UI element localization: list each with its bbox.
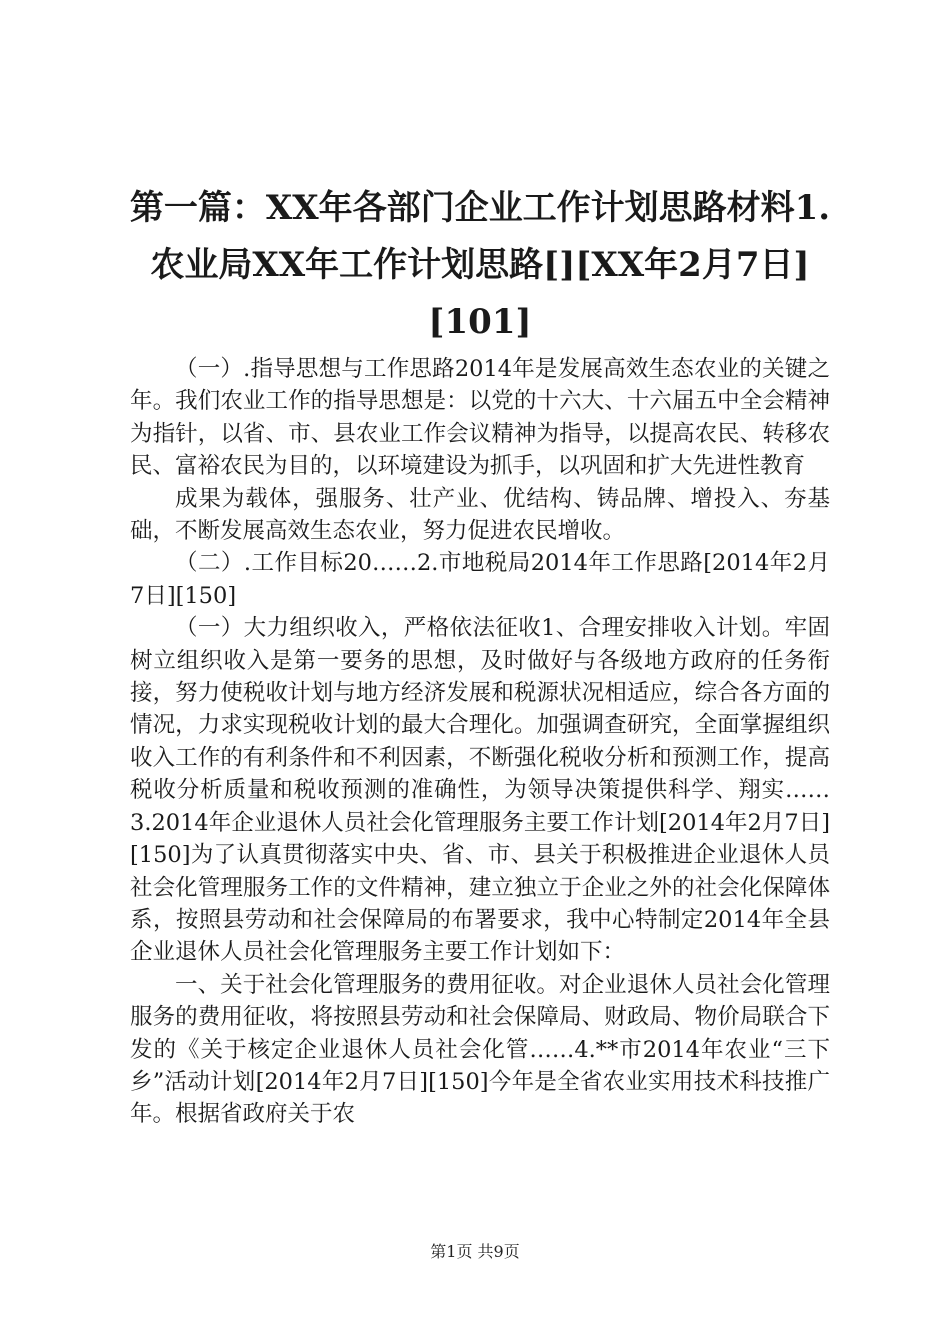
paragraph: （一）.指导思想与工作思路2014年是发展高效生态农业的关键之年。我们农业工作的指导思想是：以党的十六大、十六届五中全会精神为指针，以省、市、县农业工作会议精神为指导，以提高农民、转移农民、富裕农民为目的，以环境建设为抓手，以巩固和扩大先进性教育 xyxy=(130,356,830,480)
document-title: 第一篇：XX年各部门企业工作计划思路材料1.农业局XX年工作计划思路[][XX年2月7日][101] xyxy=(129,188,831,342)
paragraph: 一、关于社会化管理服务的费用征收。对企业退休人员社会化管理服务的费用征收，将按照县劳动和社会保障局、财政局、物价局联合下发的《关于核定企业退休人员社会化管……4.**市2014年农业“三下乡”活动计划[2014年2月7日][150]今年是全省农业实用技术科技推广年。根据省政府关于农 xyxy=(130,971,830,1128)
paragraph: （一）大力组织收入，严格依法征收1、合理安排收入计划。牢固树立组织收入是第一要务的思想，及时做好与各级地方政府的任务衔接，努力使税收计划与地方经济发展和税源状况相适应，综合各方面的情况，力求实现税收计划的最大合理化。加强调查研究，全面掌握组织收入工作的有利条件和不利因素，不断强化税收分析和预测工作，提高税收分析质量和税收预测的准确性，为领导决策提供科学、翔实……3.2014年企业退休人员社会化管理服务主要工作计划[2014年2月7日][150]为了认真贯彻落实中央、省、市、县关于积极推进企业退休人员社会化管理服务工作的文件精神，建立独立于企业之外的社会化保障体系，按照县劳动和社会保障局的布署要求，我中心特制定2014年全县企业退休人员社会化管理服务主要工作计划如下： xyxy=(130,615,830,966)
document-body xyxy=(130,353,830,1131)
paragraph: 成果为载体，强服务、壮产业、优结构、铸品牌、增投入、夯基础，不断发展高效生态农业，努力促进农民增收。 xyxy=(130,485,830,545)
document-page xyxy=(130,180,830,1131)
page-number-footer: 第1页 共9页 xyxy=(430,1242,520,1261)
paragraph: （二）.工作目标20……2.市地税局2014年工作思路[2014年2月7日][150] xyxy=(130,550,830,609)
